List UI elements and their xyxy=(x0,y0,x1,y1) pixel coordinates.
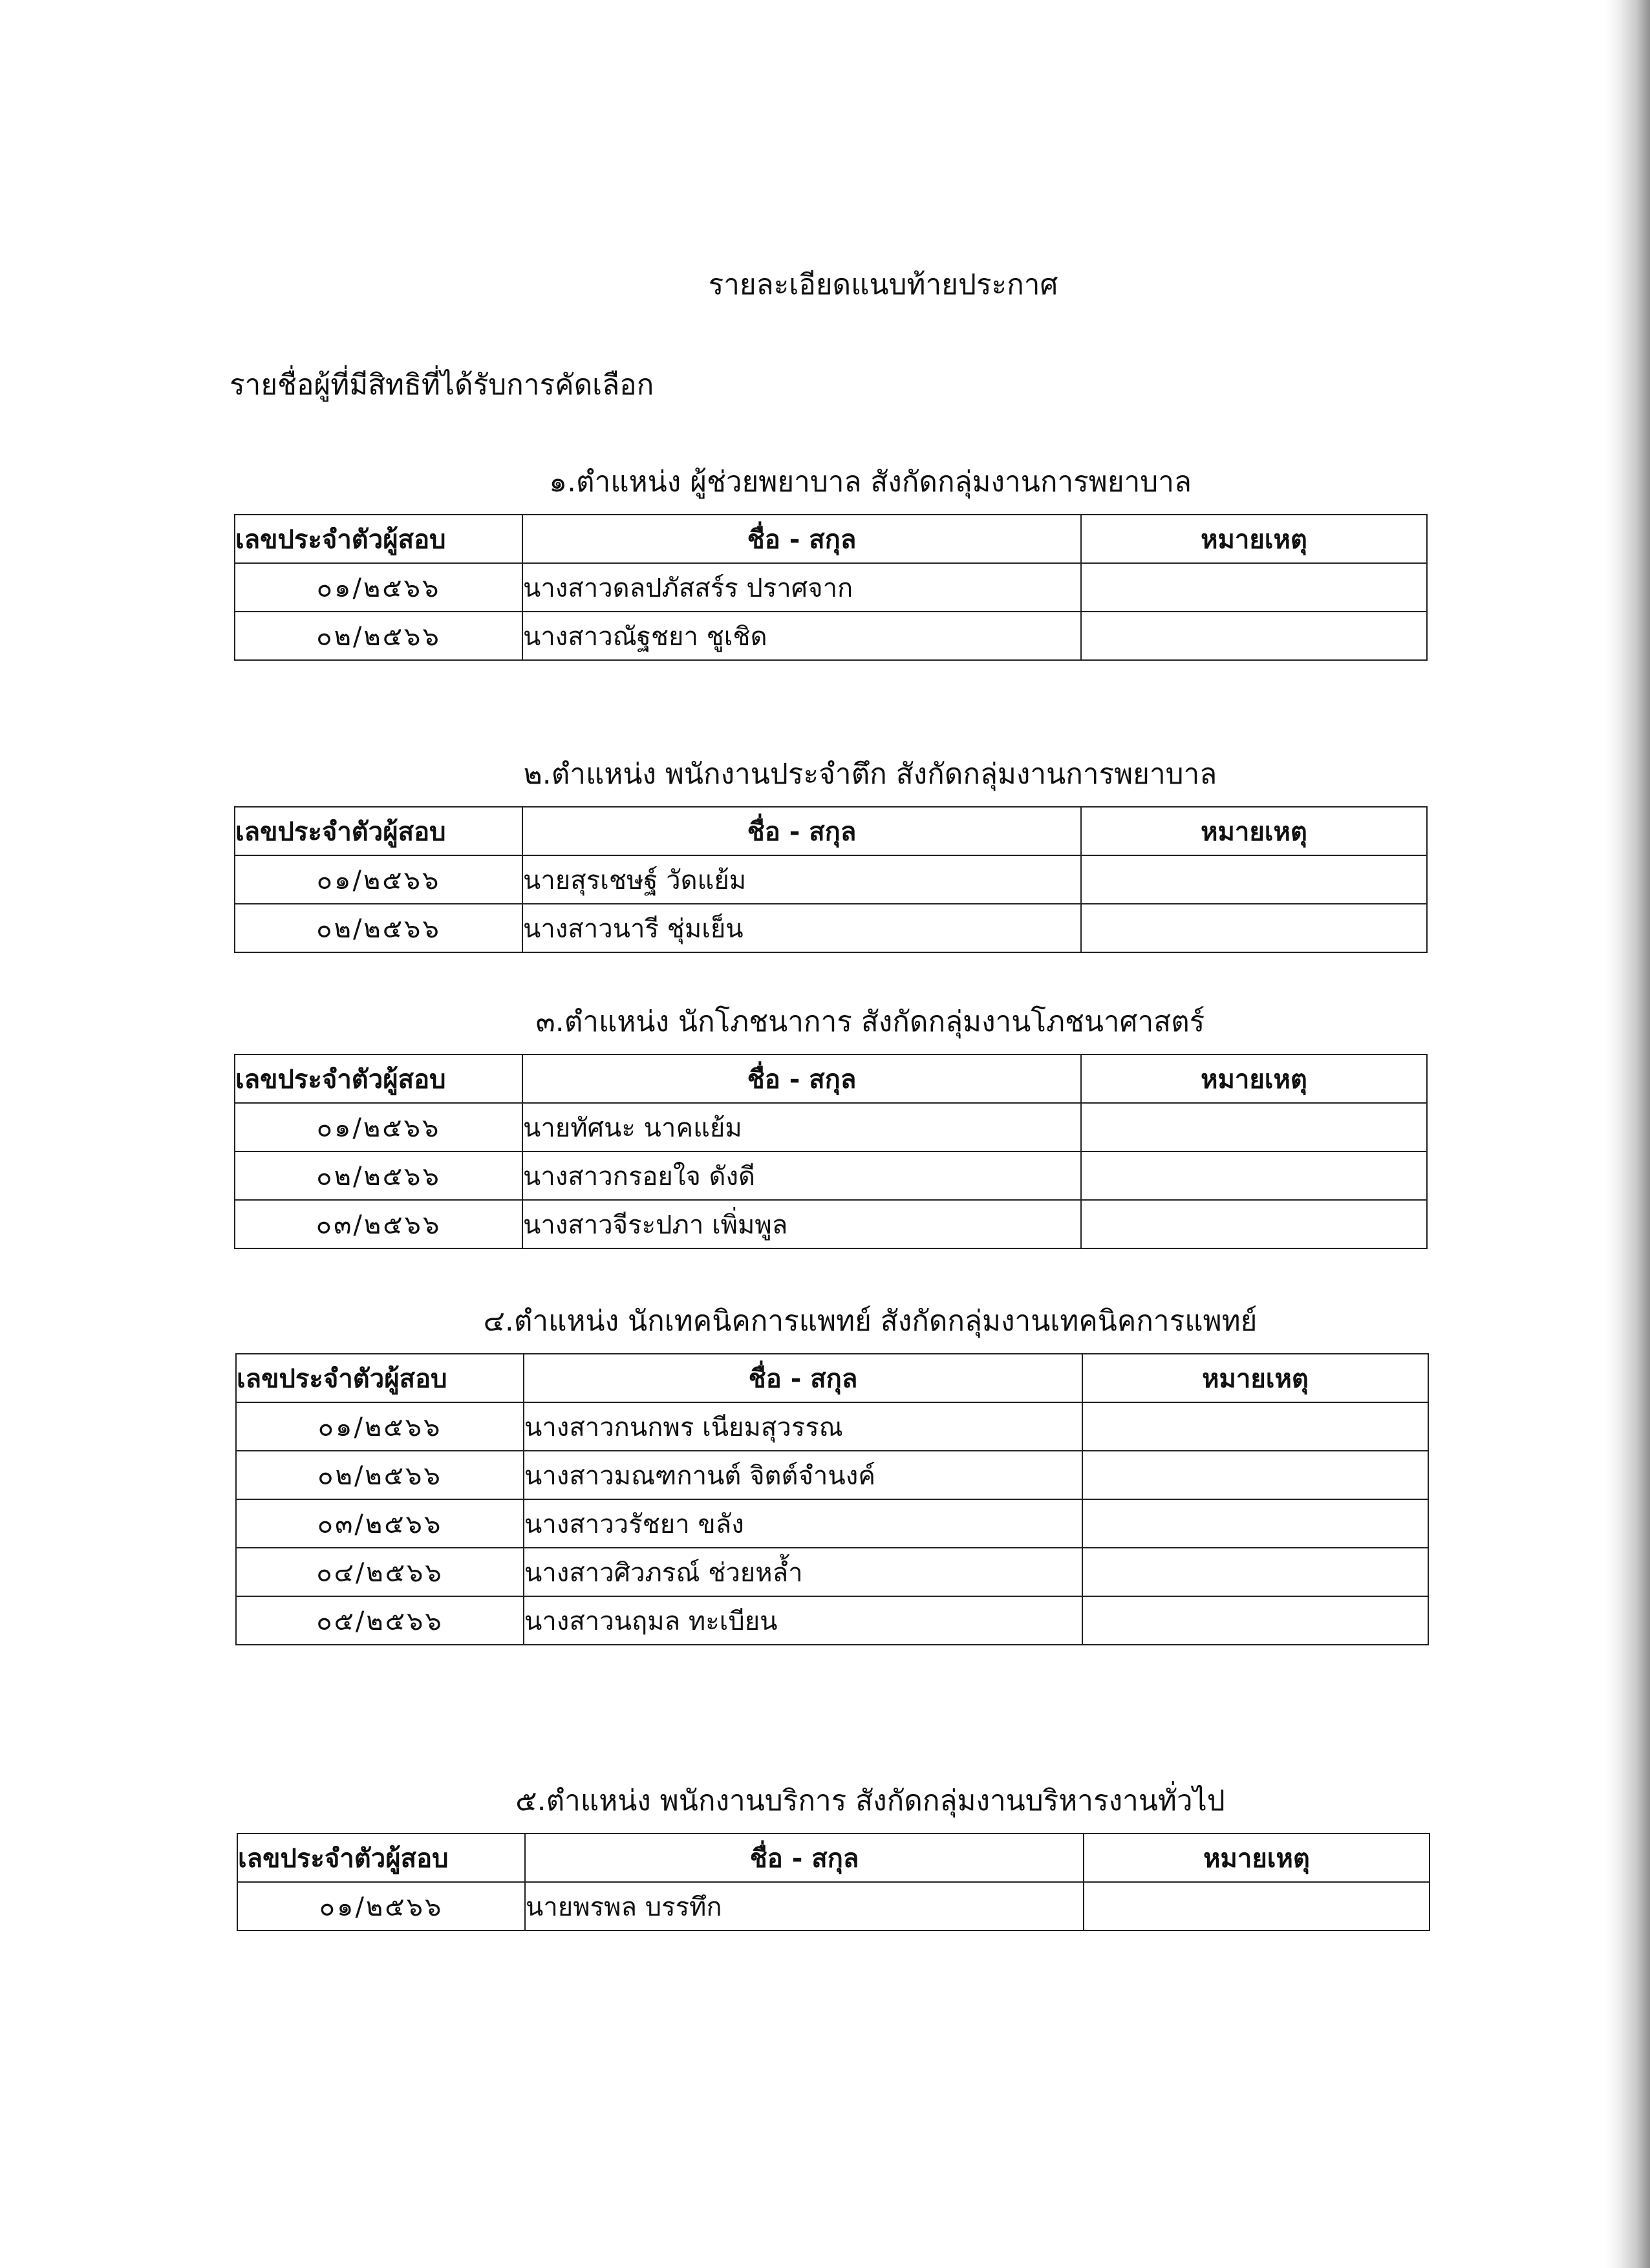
cell-name: นางสาวกรอยใจ ดังดี xyxy=(522,1151,1081,1200)
column-header-note: หมายเหตุ xyxy=(1082,1354,1428,1402)
table-row xyxy=(236,1402,1428,1451)
table-row xyxy=(235,904,1427,952)
table-row xyxy=(237,1882,1430,1931)
table-row xyxy=(236,1451,1428,1499)
column-header-note: หมายเหตุ xyxy=(1081,515,1427,563)
cell-name: นางสาวศิวภรณ์ ช่วยหล้ำ xyxy=(524,1548,1082,1596)
cell-note xyxy=(1084,1882,1430,1931)
table-section-5 xyxy=(237,1833,1430,1931)
column-header-name: ชื่อ - สกุล xyxy=(524,1354,1082,1402)
cell-note xyxy=(1082,1596,1428,1645)
table-row xyxy=(235,1151,1427,1200)
table-row xyxy=(236,1596,1428,1645)
column-header-id: เลขประจำตัวผู้สอบ xyxy=(236,1354,524,1402)
table-row xyxy=(236,1548,1428,1596)
cell-name: นายทัศนะ นาคแย้ม xyxy=(522,1103,1081,1151)
cell-id: ๐๓/๒๕๖๖ xyxy=(235,1200,522,1248)
cell-id: ๐๑/๒๕๖๖ xyxy=(235,1103,522,1151)
cell-name: นางสาวจีระปภา เพิ่มพูล xyxy=(522,1200,1081,1248)
section-heading-5: ๕.ตำแหน่ง พนักงานบริการ สังกัดกลุ่มงานบริหารงานทั่วไป xyxy=(515,1784,1225,1817)
cell-id: ๐๑/๒๕๖๖ xyxy=(235,563,522,612)
cell-note xyxy=(1082,1548,1428,1596)
cell-note xyxy=(1081,1200,1427,1248)
document-title: รายละเอียดแนบท้ายประกาศ xyxy=(708,268,1058,301)
section-heading-2: ๒.ตำแหน่ง พนักงานประจำตึก สังกัดกลุ่มงานการพยาบาล xyxy=(523,758,1217,791)
cell-name: นางสาวนารี ชุ่มเย็น xyxy=(522,904,1081,952)
column-header-name: ชื่อ - สกุล xyxy=(522,807,1081,855)
table-section-1 xyxy=(234,514,1428,661)
table-row xyxy=(235,612,1427,660)
cell-name: นายพรพล บรรทึก xyxy=(525,1882,1084,1931)
column-header-name: ชื่อ - สกุล xyxy=(522,515,1081,563)
cell-name: นางสาวนฤมล ทะเบียน xyxy=(524,1596,1082,1645)
cell-name: นางสาวดลปภัสสร์ร ปราศจาก xyxy=(522,563,1081,612)
column-header-id: เลขประจำตัวผู้สอบ xyxy=(235,515,522,563)
cell-name: นายสุรเชษฐ์ วัดแย้ม xyxy=(522,855,1081,904)
cell-note xyxy=(1082,1451,1428,1499)
cell-note xyxy=(1082,1499,1428,1548)
section-heading-3: ๓.ตำแหน่ง นักโภชนาการ สังกัดกลุ่มงานโภชนาศาสตร์ xyxy=(535,1005,1205,1038)
column-header-note: หมายเหตุ xyxy=(1084,1834,1430,1882)
list-heading: รายชื่อผู้ที่มีสิทธิที่ได้รับการคัดเลือก xyxy=(230,369,654,401)
scan-edge-shadow xyxy=(1605,0,1650,2268)
table-header-row xyxy=(235,1054,1427,1103)
section-heading-1: ๑.ตำแหน่ง ผู้ช่วยพยาบาล สังกัดกลุ่มงานการพยาบาล xyxy=(549,465,1192,498)
cell-id: ๐๕/๒๕๖๖ xyxy=(236,1596,524,1645)
column-header-note: หมายเหตุ xyxy=(1081,1054,1427,1103)
cell-note xyxy=(1081,1103,1427,1151)
cell-name: นางสาวกนกพร เนียมสุวรรณ xyxy=(524,1402,1082,1451)
column-header-id: เลขประจำตัวผู้สอบ xyxy=(235,1054,522,1103)
table-row xyxy=(236,1499,1428,1548)
cell-id: ๐๒/๒๕๖๖ xyxy=(235,1151,522,1200)
cell-note xyxy=(1081,563,1427,612)
cell-name: นางสาวณัฐชยา ชูเชิด xyxy=(522,612,1081,660)
cell-id: ๐๑/๒๕๖๖ xyxy=(237,1882,525,1931)
cell-id: ๐๔/๒๕๖๖ xyxy=(236,1548,524,1596)
table-header-row xyxy=(235,807,1427,855)
table-header-row xyxy=(237,1834,1430,1882)
cell-note xyxy=(1081,904,1427,952)
table-section-4 xyxy=(235,1353,1429,1645)
section-heading-4: ๔.ตำแหน่ง นักเทคนิคการแพทย์ สังกัดกลุ่มงานเทคนิคการแพทย์ xyxy=(483,1305,1258,1338)
table-row xyxy=(235,1103,1427,1151)
cell-note xyxy=(1081,612,1427,660)
table-header-row xyxy=(236,1354,1428,1402)
column-header-name: ชื่อ - สกุล xyxy=(522,1054,1081,1103)
table-row xyxy=(235,1200,1427,1248)
cell-id: ๐๒/๒๕๖๖ xyxy=(235,904,522,952)
cell-id: ๐๒/๒๕๖๖ xyxy=(235,612,522,660)
table-section-2 xyxy=(234,806,1428,953)
column-header-name: ชื่อ - สกุล xyxy=(525,1834,1084,1882)
cell-id: ๐๑/๒๕๖๖ xyxy=(236,1402,524,1451)
cell-note xyxy=(1081,855,1427,904)
table-section-3 xyxy=(234,1054,1428,1249)
cell-note xyxy=(1082,1402,1428,1451)
cell-id: ๐๓/๒๕๖๖ xyxy=(236,1499,524,1548)
column-header-id: เลขประจำตัวผู้สอบ xyxy=(237,1834,525,1882)
cell-note xyxy=(1081,1151,1427,1200)
table-row xyxy=(235,563,1427,612)
cell-name: นางสาวมณฑกานต์ จิตต์จำนงค์ xyxy=(524,1451,1082,1499)
column-header-note: หมายเหตุ xyxy=(1081,807,1427,855)
column-header-id: เลขประจำตัวผู้สอบ xyxy=(235,807,522,855)
cell-id: ๐๒/๒๕๖๖ xyxy=(236,1451,524,1499)
cell-name: นางสาววรัชยา ขลัง xyxy=(524,1499,1082,1548)
table-header-row xyxy=(235,515,1427,563)
table-row xyxy=(235,855,1427,904)
cell-id: ๐๑/๒๕๖๖ xyxy=(235,855,522,904)
